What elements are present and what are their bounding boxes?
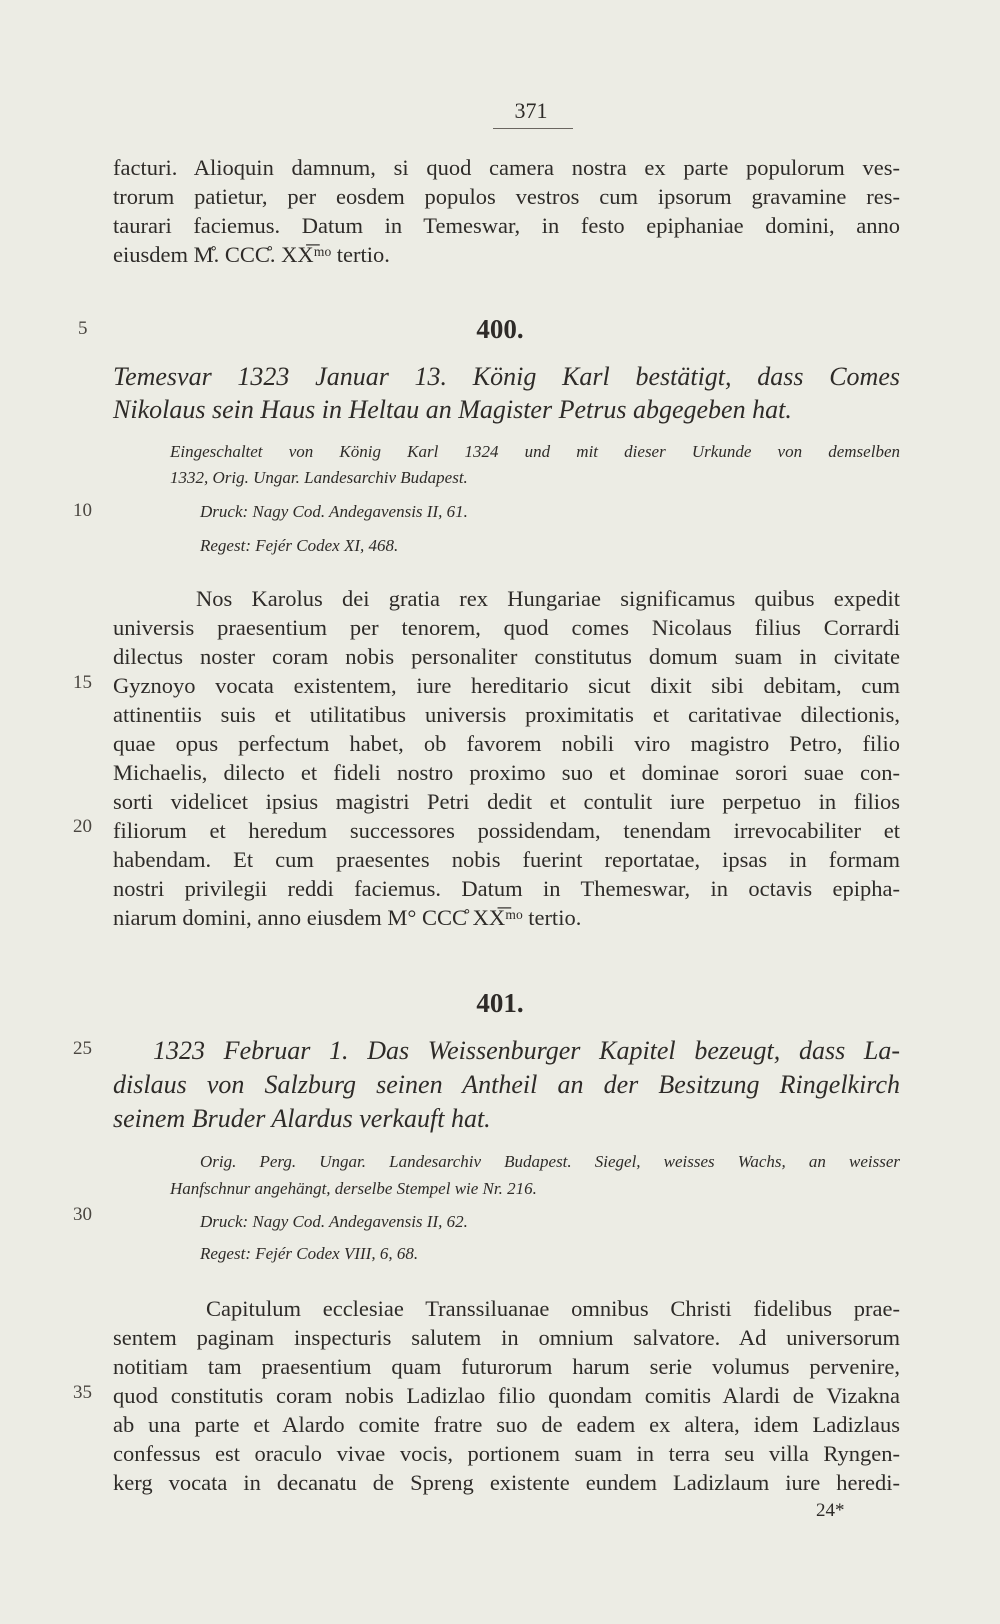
document-number: 401. [476,988,524,1018]
document-heading: seinem Bruder Alardus verkauft hat. [113,1104,491,1133]
line-number: 15 [73,672,92,693]
text-line: Capitulum ecclesiae Transsiluanae omnibus Christi fidelibus prae- [206,1296,900,1321]
source-note: Hanfschnur angehängt, derselbe Stempel wie Nr. 216. [170,1179,537,1198]
text-line: Nos Karolus dei gratia rex Hungariae significamus quibus expedit [196,586,900,611]
document-heading: Temesvar 1323 Januar 13. König Karl bestätigt, dass Comes [113,362,900,391]
text-line: ab una parte et Alardo comite fratre suo de eadem ex altera, idem Ladizlaus [113,1412,900,1437]
line-number: 10 [73,500,92,521]
text-line: kerg vocata in decanatu de Spreng existente eundem Ladizlaum iure heredi- [113,1470,900,1495]
print-reference: Druck: Nagy Cod. Andegavensis II, 62. [200,1212,468,1231]
document-number: 400. [476,314,524,344]
regest-reference: Regest: Fejér Codex XI, 468. [200,536,399,555]
text-line: Gyznoyo vocata existentem, iure hereditario sicut dixit sibi debitam, cum [113,673,900,698]
document-heading: dislaus von Salzburg seinen Antheil an der Besitzung Ringelkirch [113,1070,900,1099]
line-number: 30 [73,1204,92,1225]
text-line: facturi. Alioquin damnum, si quod camera nostra ex parte populorum ves- [113,155,900,180]
text-line: Michaelis, dilecto et fideli nostro proximo suo et dominae sorori suae con- [113,760,900,785]
text-line: quod constitutis coram nobis Ladizlao filio quondam comitis Alardi de Vizakna [113,1383,900,1408]
line-number: 25 [73,1038,92,1059]
text-line: trorum patietur, per eosdem populos vestros cum ipsorum gravamine res- [113,184,900,209]
regest-reference: Regest: Fejér Codex VIII, 6, 68. [200,1244,419,1263]
source-note: Eingeschaltet von König Karl 1324 und mit dieser Urkunde von demselben [170,442,900,461]
line-number: 20 [73,816,92,837]
text-line: confessus est oraculo vivae vocis, portionem suam in terra seu villa Ryngen- [113,1441,900,1466]
print-reference: Druck: Nagy Cod. Andegavensis II, 61. [200,502,468,521]
signature-mark: 24* [816,1500,845,1521]
source-note: Orig. Perg. Ungar. Landesarchiv Budapest. Siegel, weisses Wachs, an weisser [200,1152,900,1171]
page-number: 371 [514,98,548,123]
text-line: filiorum et heredum successores possidendam, tenendam irrevocabiliter et [113,818,900,843]
text-line: sentem paginam inspecturis salutem in omnium salvatore. Ad universorum [113,1325,900,1350]
page-number-rule [493,128,573,129]
text-line: habendam. Et cum praesentes nobis fuerint reportatae, ipsas in formam [113,847,900,872]
text-line: quae opus perfectum habet, ob favorem nobili viro magistro Petro, filio [113,731,900,756]
text-line: niarum domini, anno eiusdem M° CCC̊ XX͞ᵐᵒ tertio. [113,905,582,930]
text-line: nostri privilegii reddi faciemus. Datum in Themeswar, in octavis epipha- [113,876,900,901]
text-line: taurari faciemus. Datum in Temeswar, in festo epiphaniae domini, anno [113,213,900,238]
text-line: dilectus noster coram nobis personaliter constitutus domum suam in civitate [113,644,900,669]
text-line: universis praesentium per tenorem, quod comes Nicolaus filius Corrardi [113,615,900,640]
document-heading: 1323 Februar 1. Das Weissenburger Kapitel bezeugt, dass La- [153,1036,900,1065]
text-line: notitiam tam praesentium quam futurorum harum serie volumus pervenire, [113,1354,900,1379]
source-note: 1332, Orig. Ungar. Landesarchiv Budapest. [170,468,468,487]
text-line: sorti videlicet ipsius magistri Petri dedit et contulit iure perpetuo in filios [113,789,900,814]
text-line: eiusdem M̊. CCC̊. XX͞ᵐᵒ tertio. [113,242,390,267]
line-number: 5 [78,318,88,339]
text-line: attinentiis suis et utilitatibus universis proximitatis et caritativae dilectionis, [113,702,900,727]
document-heading: Nikolaus sein Haus in Heltau an Magister Petrus abgegeben hat. [113,395,792,424]
line-number: 35 [73,1382,92,1403]
